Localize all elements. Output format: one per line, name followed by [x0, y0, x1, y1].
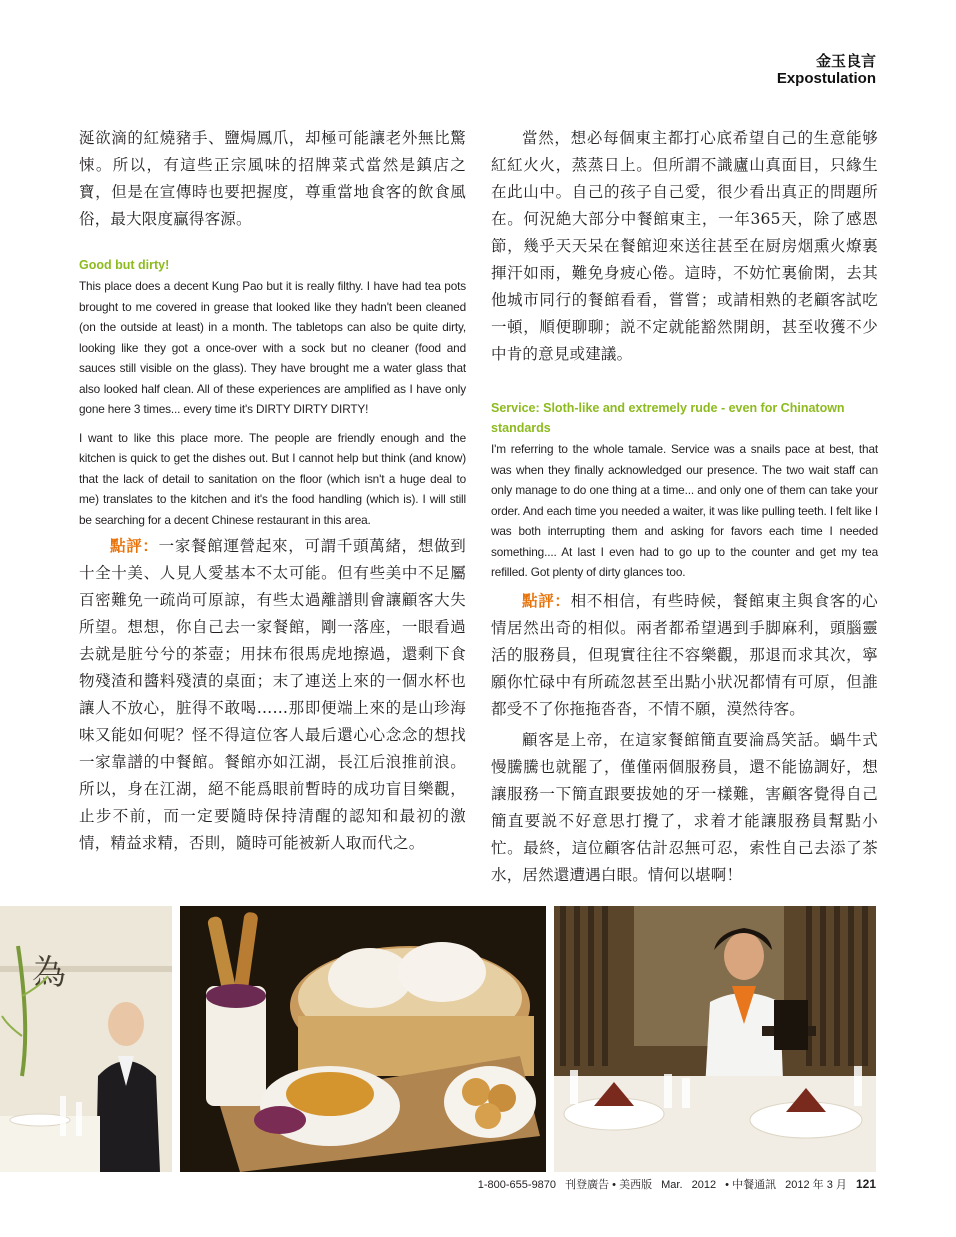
- review-paragraph: This place does a decent Kung Pao but it is really filthy. I have had tea pots brought to me covered in grease that looked like they hadn't been cleaned (on the outside at least) in a month. The tabletops can also be quite dirty, looking like they got a once-over with a sock but no cleaner (food and sauces still visible on the glass). They have brought me a water glass that also looked half clean. All of these experiences are amplified as I have only gone here 3 times... every time it's DIRTY DIRTY DIRTY!: [79, 279, 466, 416]
- comment-label: 點評：: [522, 590, 571, 610]
- footer-ad-text: 刊登廣告 • 美西版: [565, 1179, 653, 1191]
- page-header: [777, 52, 876, 88]
- review-title: Service: Sloth-like and extremely rude - even for Chinatown standards: [491, 401, 845, 435]
- footer-phone: 1-800-655-9870: [477, 1179, 557, 1191]
- photo-strip: [0, 906, 956, 1172]
- page-number: 121: [855, 1177, 876, 1191]
- footer-magazine: • 中餐通訊: [725, 1179, 777, 1191]
- photo-illustration: [0, 906, 172, 1172]
- comment-paragraph: [79, 532, 466, 857]
- intro-paragraph: 涎欲滴的紅燒豬手、鹽焗鳳爪，却極可能讓老外無比驚悚。所以，有這些正宗風味的招牌菜式當然是鎮店之寶，但是在宣傳時也要把握度，尊重當地食客的飲食風俗，最大限度贏得客源。: [79, 129, 466, 228]
- footer-month: Mar.: [661, 1179, 683, 1191]
- photo-illustration: [180, 906, 546, 1172]
- calligraphy-text: 為: [32, 953, 66, 993]
- review-title: Good but dirty!: [79, 258, 170, 272]
- closing-paragraph: 顧客是上帝，在這家餐館簡直要淪爲笑話。蝸牛式慢騰騰也就罷了，僅僅兩個服務員，還不能協調好，想讓服務一下簡直跟要拔她的牙一樣難，害顧客覺得自己簡直要説不好意思打攪了，求着才能讓服務員幫點小忙。最終，這位顧客估計忍無可忍，索性自己去添了茶水，居然還遭遇白眼。情何以堪啊！: [491, 730, 878, 884]
- footer-year: 2012: [691, 1179, 717, 1191]
- comment-text: 一家餐館運營起來，可謂千頭萬緒，想做到十全十美、人見人愛基本不太可能。但有些美中不足屬百密難免一疏尚可原諒，有些太過離譜則會讓顧客大失所望。想想，你自己去一家餐館，剛一落座，一眼看過去就是脏兮兮的茶壺；用抹布很馬虎地擦過，還剩下食物殘渣和醬料殘漬的桌面；末了連送上來的一個水杯也讓人不放心，脏得不敢喝……那即便端上來的是山珍海味又能如何呢？怪不得這位客人最后還心心念念的想找一家靠譜的中餐館。餐館亦如江湖，長江后浪推前浪。所以，身在江湖，絕不能爲眼前暫時的成功盲目樂觀，止步不前，而一定要隨時保持清醒的認知和最初的激情，精益求精，否則，隨時可能被新人取而代之。: [79, 537, 466, 852]
- restaurant-waiter-photo: [0, 906, 172, 1172]
- page-footer: [0, 1176, 876, 1192]
- column-title-zh: 金玉良言: [815, 52, 876, 70]
- left-column: [79, 125, 466, 857]
- comment-text: 相不相信，有些時候，餐館東主與食客的心情居然出奇的相似。兩者都希望遇到手脚麻利，頭腦靈活的服務員，但現實往往不容樂觀，那退而求其次，寧願你忙碌中有所疏忽甚至出點小狀况都情有可原，但誰都受不了你拖拖沓沓，不情不願，漠然待客。: [491, 591, 878, 718]
- column-title-en: Expostulation: [776, 70, 876, 87]
- dim-sum-food-photo: [180, 906, 546, 1172]
- review-paragraph: I want to like this place more. The people are friendly enough and the kitchen is quick to get the dishes out. But I cannot help but think (and know) that the lack of detail to sanitation on the floor (which isn't a huge deal to me) translates to the kitchen and it's the food handling (which is). I will still be searching for a decent Chinese restaurant in this area.: [79, 430, 466, 527]
- photo-illustration: [554, 906, 876, 1172]
- review-paragraph: I'm referring to the whole tamale. Service was a snails pace at best, that was when they finally acknowledged our presence. The two wait staff can only manage to do one thing at a time... and only one of them can take your order. And each time you needed a waiter, it was like pulling teeth. I felt like I was both interrupting them and asking for favors each time I needed something.... At last I even had to go up to the counter and get my tea refilled. Got plenty of dirty glances too.: [491, 442, 878, 579]
- comment-label: 點評：: [110, 536, 159, 555]
- comment-paragraph: [491, 587, 878, 723]
- footer-date-zh: 2012 年 3 月: [785, 1179, 847, 1191]
- waitress-service-photo: [554, 906, 876, 1172]
- intro-paragraph: 當然，想必每個東主都打心底希望自己的生意能够紅紅火火，蒸蒸日上。但所謂不識廬山真面目，只緣生在此山中。自己的孩子自己愛，很少看出真正的問題所在。何況絶大部分中餐館東主，一年365天，除了感恩節，幾乎天天呆在餐館迎來送往甚至在厨房烟熏火燎裏揮汗如雨，難免身疲心倦。這時，不妨忙裏偷閑，去其他城市同行的餐館看看，嘗嘗；或請相熟的老顧客試吃一頓，順便聊聊；説不定就能豁然開朗，甚至收獲不少中肯的意見或建議。: [491, 129, 878, 363]
- right-column: [491, 125, 878, 889]
